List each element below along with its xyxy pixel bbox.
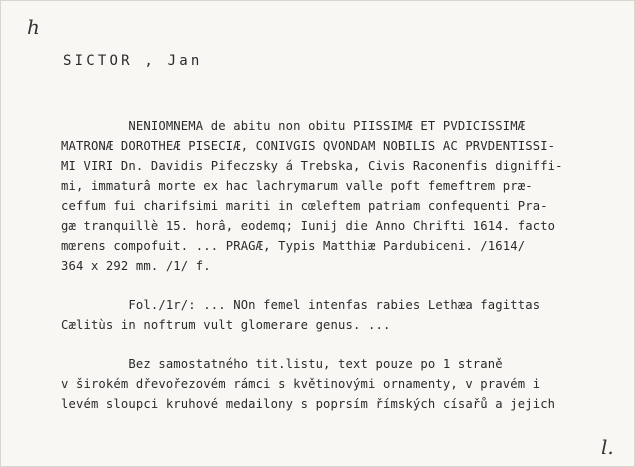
handwritten-mark-bottom: l. — [601, 435, 614, 459]
text-line: gæ tranquillè 15. horâ, eodemq; Iunij die Anno Chrifti 1614. facto — [61, 219, 556, 233]
text-line: mœrens compofuit. ... PRAGÆ, Typis Matthiæ Pardubiceni. /1614/ — [61, 239, 526, 253]
handwritten-mark-top: h — [27, 15, 40, 39]
text-line: levém sloupci kruhové medailony s poprsím římských císařů a jejich — [61, 397, 556, 411]
text-line: mi, immaturâ morte ex hac lachrymarum valle poft femeftrem præ- — [61, 179, 533, 193]
text-line: Bez samostatného tit.listu, text pouze po 1 straně — [61, 357, 503, 371]
card-heading: SICTOR , Jan — [63, 53, 203, 69]
text-line: Fol./1r/: ... NOn femel intenfas rabies Lethæa fagittas — [61, 298, 541, 312]
text-line: MATRONÆ DOROTHEÆ PISECIÆ, CONIVGIS QVONDAM NOBILIS AC PRVDENTISSI- — [61, 139, 556, 153]
text-line: 364 x 292 mm. /1/ f. — [61, 259, 211, 273]
text-line: Cælitùs in noftrum vult glomerare genus. ... — [61, 318, 391, 332]
text-line: MI VIRI Dn. Davidis Pifeczsky á Trebska, Civis Raconenfis digniffi- — [61, 159, 563, 173]
text-line: ceffum fui charifsimi mariti in cœleftem patriam confequenti Pra- — [61, 199, 548, 213]
text-line: v širokém dřevořezovém rámci s květinovými ornamenty, v pravém i — [61, 377, 541, 391]
text-line: NENIOMNEMA de abitu non obitu PIISSIMÆ ET PVDICISSIMÆ — [61, 119, 526, 133]
